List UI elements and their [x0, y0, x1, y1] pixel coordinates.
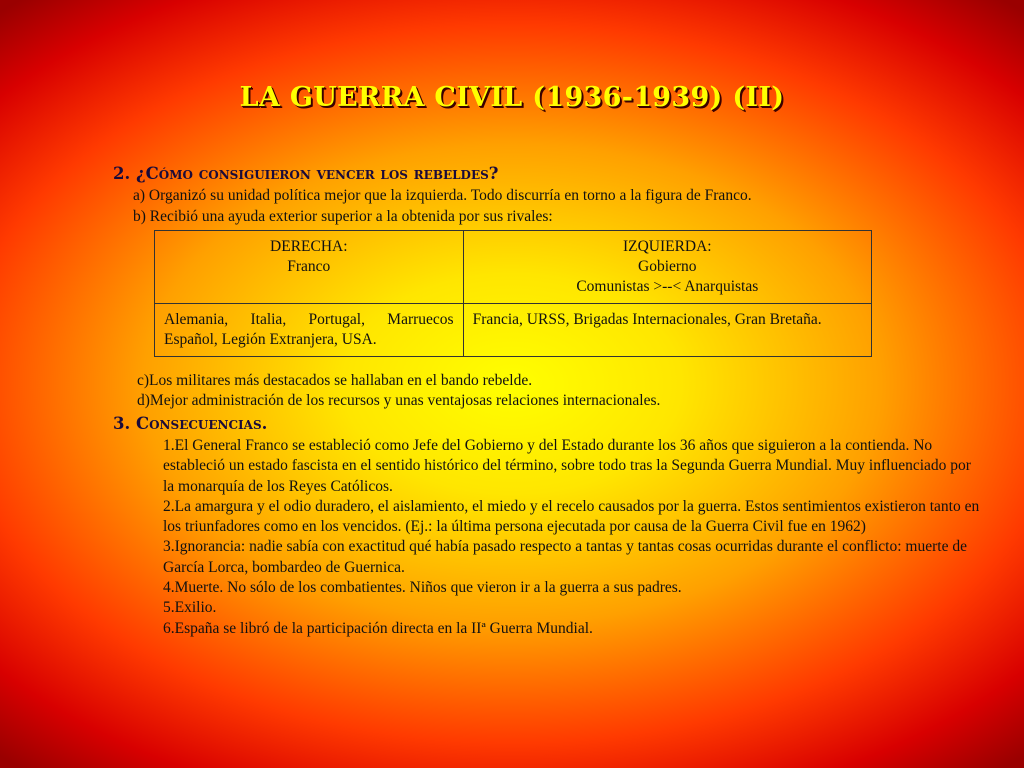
left-wing-government: Gobierno [638, 258, 697, 275]
right-wing-leader: Franco [287, 258, 331, 275]
consequence-item: 3.Ignorancia: nadie sabía con exactitud qué había pasado respecto a tantas y tantas cosas ocurridas durante el conflicto: muerte de García Lorca, bombardeo de Guernica. [163, 538, 967, 576]
consequence-item: 5.Exilio. [163, 599, 217, 617]
consequence-item: 4.Muerte. No sólo de los combatientes. Niños que vieron ir a la guerra a sus padres. [163, 579, 682, 597]
section-2-point-a: a) Organizó su unidad política mejor que la izquierda. Todo discurría en torno a la figura de Franco. [133, 187, 752, 204]
consequence-item: 6.España se libró de la participación directa en la IIª Guerra Mundial. [163, 619, 593, 637]
foreign-aid-table [154, 230, 872, 357]
slide-title: LA GUERRA CIVIL (1936-1939) (II) [239, 82, 785, 113]
right-wing-allies-cell: Alemania, Italia, Portugal, Marruecos Español, Legión Extranjera, USA. [155, 304, 464, 357]
consequences-list [163, 436, 983, 639]
left-wing-factions: Comunistas >--< Anarquistas [576, 278, 759, 295]
left-wing-allies-cell: Francia, URSS, Brigadas Internacionales, Gran Bretaña. [463, 304, 871, 357]
section-2-point-d: d)Mejor administración de los recursos y unas ventajosas relaciones internacionales. [137, 392, 661, 409]
section-2-point-b: b) Recibió una ayuda exterior superior a la obtenida por sus rivales: [133, 208, 553, 225]
section-2-heading: 2. ¿Cómo consiguieron vencer los rebeldes? [113, 164, 499, 183]
consequence-item: 2.La amargura y el odio duradero, el aislamiento, el miedo y el recelo causados por la guerra. Estos sentimientos existieron tanto en los triunfadores como en los vencidos. (Ej.: la última persona ejecutada por causa de la Guerra Civil fue en 1962) [163, 497, 980, 536]
table-body-row [155, 304, 872, 357]
section-3-heading: 3. Consecuencias. [113, 414, 268, 433]
left-wing-label: IZQUIERDA: [622, 238, 712, 255]
left-wing-header-cell [463, 231, 871, 304]
section-2-point-c: c)Los militares más destacados se hallaban en el bando rebelde. [137, 372, 533, 389]
consequence-item: 1.El General Franco se estableció como Jefe del Gobierno y del Estado durante los 36 años que siguieron a la contienda. No estableció un estado fascista en el sentido histórico del término, sobre todo tras la Segunda Guerra Mundial. Muy influenciado por la monarquía de los Reyes Católicos. [163, 437, 971, 495]
right-wing-label: DERECHA: [270, 238, 348, 255]
right-wing-header-cell [155, 231, 464, 304]
table-header-row [155, 231, 872, 304]
